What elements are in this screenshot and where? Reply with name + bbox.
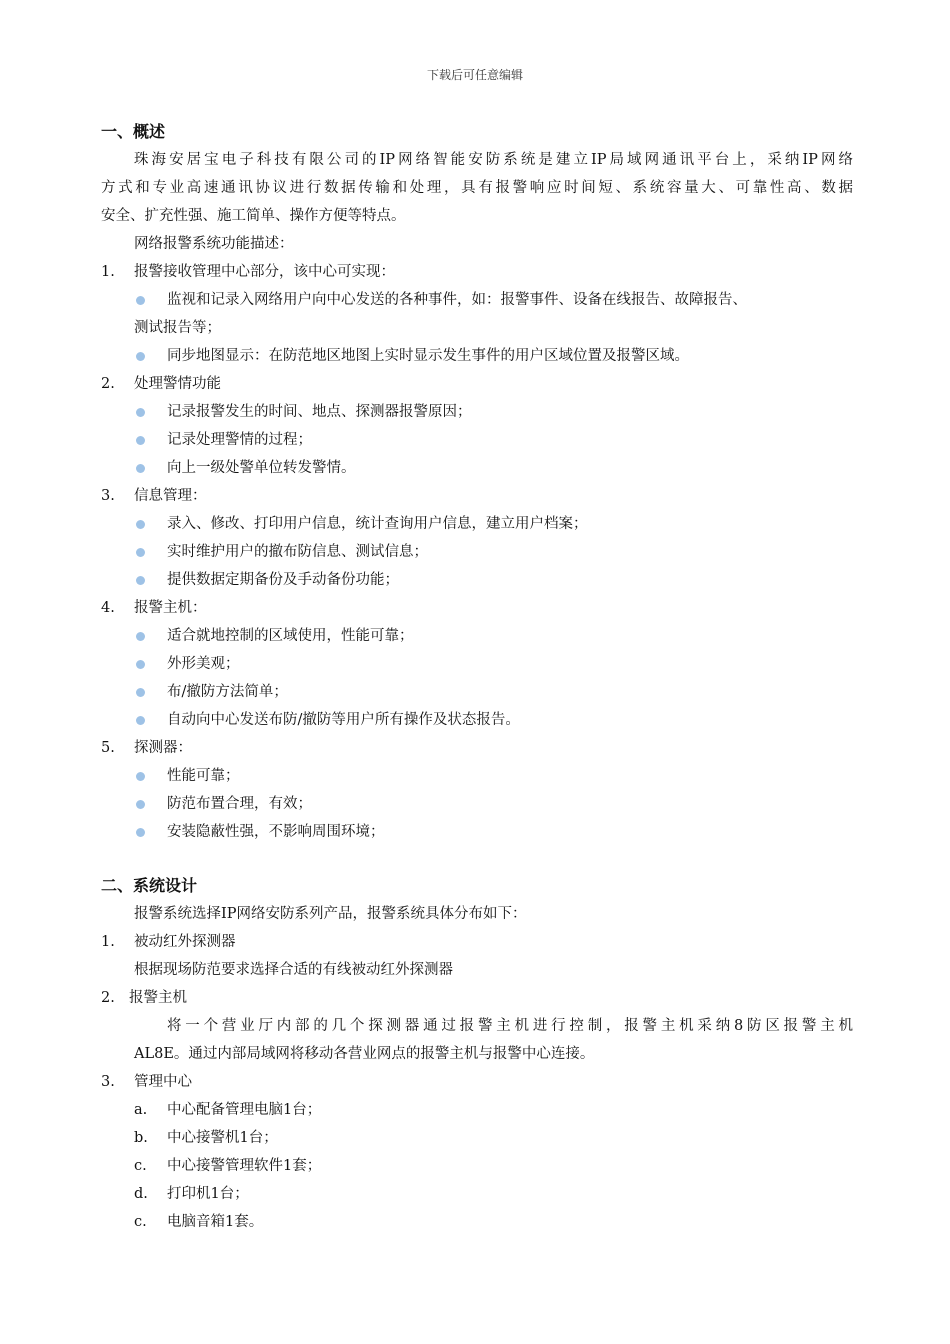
list-item-1 (101, 258, 853, 286)
list-item-3 (101, 482, 853, 510)
bullet-text: 实时维护用户的撤布防信息、测试信息； (167, 544, 428, 560)
item-title: 报警主机 (129, 990, 187, 1006)
bullet-text: 监视和记录入网络用户向中心发送的各种事件，如：报警事件、设备在线报告、故障报告、 (167, 292, 747, 308)
sub-item-text: 中心接警机1台； (167, 1130, 278, 1146)
bullet-text: 防范布置合理，有效； (167, 796, 312, 812)
item-title: 被动红外探测器 (134, 934, 236, 950)
design-item-1 (101, 928, 853, 956)
item-number: 1. (101, 934, 115, 950)
bullet-item (101, 538, 853, 566)
page-header-note: 下载后可任意编辑 (426, 68, 523, 82)
bullet-dot-icon (136, 296, 145, 305)
section-spacer (101, 846, 853, 872)
sub-item (101, 1152, 853, 1180)
item-number: 1. (101, 264, 115, 280)
bullet-item (101, 426, 853, 454)
bullet-text: 同步地图显示：在防范地区地图上实时显示发生事件的用户区域位置及报警区域。 (167, 348, 689, 364)
section-heading-system-design: 二、系统设计 (101, 876, 198, 895)
design-item-3 (101, 1068, 853, 1096)
bullet-text: 外形美观； (167, 656, 240, 672)
bullet-item (101, 818, 853, 846)
bullet-dot-icon (136, 660, 145, 669)
bullet-item (101, 398, 853, 426)
item-number: 4. (101, 600, 115, 616)
bullet-text-continuation: 测试报告等； (134, 320, 221, 336)
sub-item (101, 1180, 853, 1208)
sub-item-text: 中心配备管理电脑1台； (167, 1102, 322, 1118)
design-item-2 (101, 984, 853, 1012)
document-body (101, 118, 853, 1236)
bullet-dot-icon (136, 688, 145, 697)
sub-item (101, 1124, 853, 1152)
bullet-dot-icon (136, 828, 145, 837)
bullet-dot-icon (136, 520, 145, 529)
intro-line-3: 安全、扩充性强、施工简单、操作方便等特点。 (101, 208, 406, 224)
item-title: 探测器： (134, 740, 192, 756)
bullet-text: 安装隐蔽性强，不影响周围环境； (167, 824, 385, 840)
sub-item (101, 1208, 853, 1236)
bullet-item (101, 454, 853, 482)
list-item-5 (101, 734, 853, 762)
sub-item-letter: c. (134, 1158, 147, 1174)
item-number: 2. (101, 376, 115, 392)
sub-item-text: 中心接警管理软件1套； (167, 1158, 322, 1174)
sub-item-letter: b. (134, 1130, 148, 1146)
bullet-text: 向上一级处警单位转发警情。 (167, 460, 356, 476)
intro-line-2: 方式和专业高速通讯协议进行数据传输和处理，具有报警响应时间短、系统容量大、可靠性高、数据 (101, 180, 853, 196)
sub-item (101, 1096, 853, 1124)
bullet-item (101, 650, 853, 678)
item-number: 5. (101, 740, 115, 756)
section-heading-overview: 一、概述 (101, 122, 166, 141)
bullet-item (101, 762, 853, 790)
item-number: 2. (101, 990, 115, 1006)
bullet-dot-icon (136, 716, 145, 725)
sub-item-letter: a. (134, 1102, 148, 1118)
item-number: 3. (101, 1074, 115, 1090)
bullet-dot-icon (136, 548, 145, 557)
item-title: 处理警情功能 (134, 376, 221, 392)
bullet-item (101, 286, 853, 314)
bullet-dot-icon (136, 632, 145, 641)
bullet-item (101, 678, 853, 706)
bullet-text: 适合就地控制的区域使用，性能可靠； (167, 628, 414, 644)
design-item-2-desc-line-2: AL8E。通过内部局域网将移动各营业网点的报警主机与报警中心连接。 (134, 1046, 595, 1062)
bullet-dot-icon (136, 800, 145, 809)
item-title: 信息管理： (134, 488, 207, 504)
sub-item-letter: d. (134, 1186, 148, 1202)
item-number: 3. (101, 488, 115, 504)
design-item-2-desc-line-1: 将一个营业厅内部的几个探测器通过报警主机进行控制，报警主机采纳8防区报警主机 (167, 1018, 853, 1034)
bullet-text: 记录处理警情的过程； (167, 432, 312, 448)
bullet-dot-icon (136, 772, 145, 781)
design-intro: 报警系统选择IP网络安防系列产品，报警系统具体分布如下： (134, 906, 527, 922)
bullet-item (101, 566, 853, 594)
sub-item-text: 电脑音箱1套。 (167, 1214, 264, 1230)
intro-line-1: 珠海安居宝电子科技有限公司的IP网络智能安防系统是建立IP局域网通讯平台上，采纳IP网络 (134, 152, 853, 168)
item-title: 报警接收管理中心部分，该中心可实现： (134, 264, 395, 280)
list-item-2 (101, 370, 853, 398)
bullet-dot-icon (136, 408, 145, 417)
bullet-dot-icon (136, 436, 145, 445)
bullet-dot-icon (136, 464, 145, 473)
bullet-text: 性能可靠； (167, 768, 240, 784)
list-item-4 (101, 594, 853, 622)
function-description-label: 网络报警系统功能描述： (134, 236, 294, 252)
bullet-item (101, 622, 853, 650)
bullet-text: 布/撤防方法简单； (167, 684, 288, 700)
design-item-1-desc: 根据现场防范要求选择合适的有线被动红外探测器 (134, 962, 453, 978)
bullet-item (101, 790, 853, 818)
sub-item-text: 打印机1台； (167, 1186, 249, 1202)
bullet-item (101, 510, 853, 538)
bullet-dot-icon (136, 576, 145, 585)
bullet-item (101, 342, 853, 370)
bullet-text: 录入、修改、打印用户信息，统计查询用户信息，建立用户档案； (167, 516, 588, 532)
bullet-text: 提供数据定期备份及手动备份功能； (167, 572, 399, 588)
bullet-item (101, 706, 853, 734)
sub-item-letter: c. (134, 1214, 147, 1230)
bullet-dot-icon (136, 352, 145, 361)
bullet-text: 记录报警发生的时间、地点、探测器报警原因； (167, 404, 472, 420)
item-title: 管理中心 (134, 1074, 192, 1090)
bullet-text: 自动向中心发送布防/撤防等用户所有操作及状态报告。 (167, 712, 520, 728)
item-title: 报警主机： (134, 600, 207, 616)
